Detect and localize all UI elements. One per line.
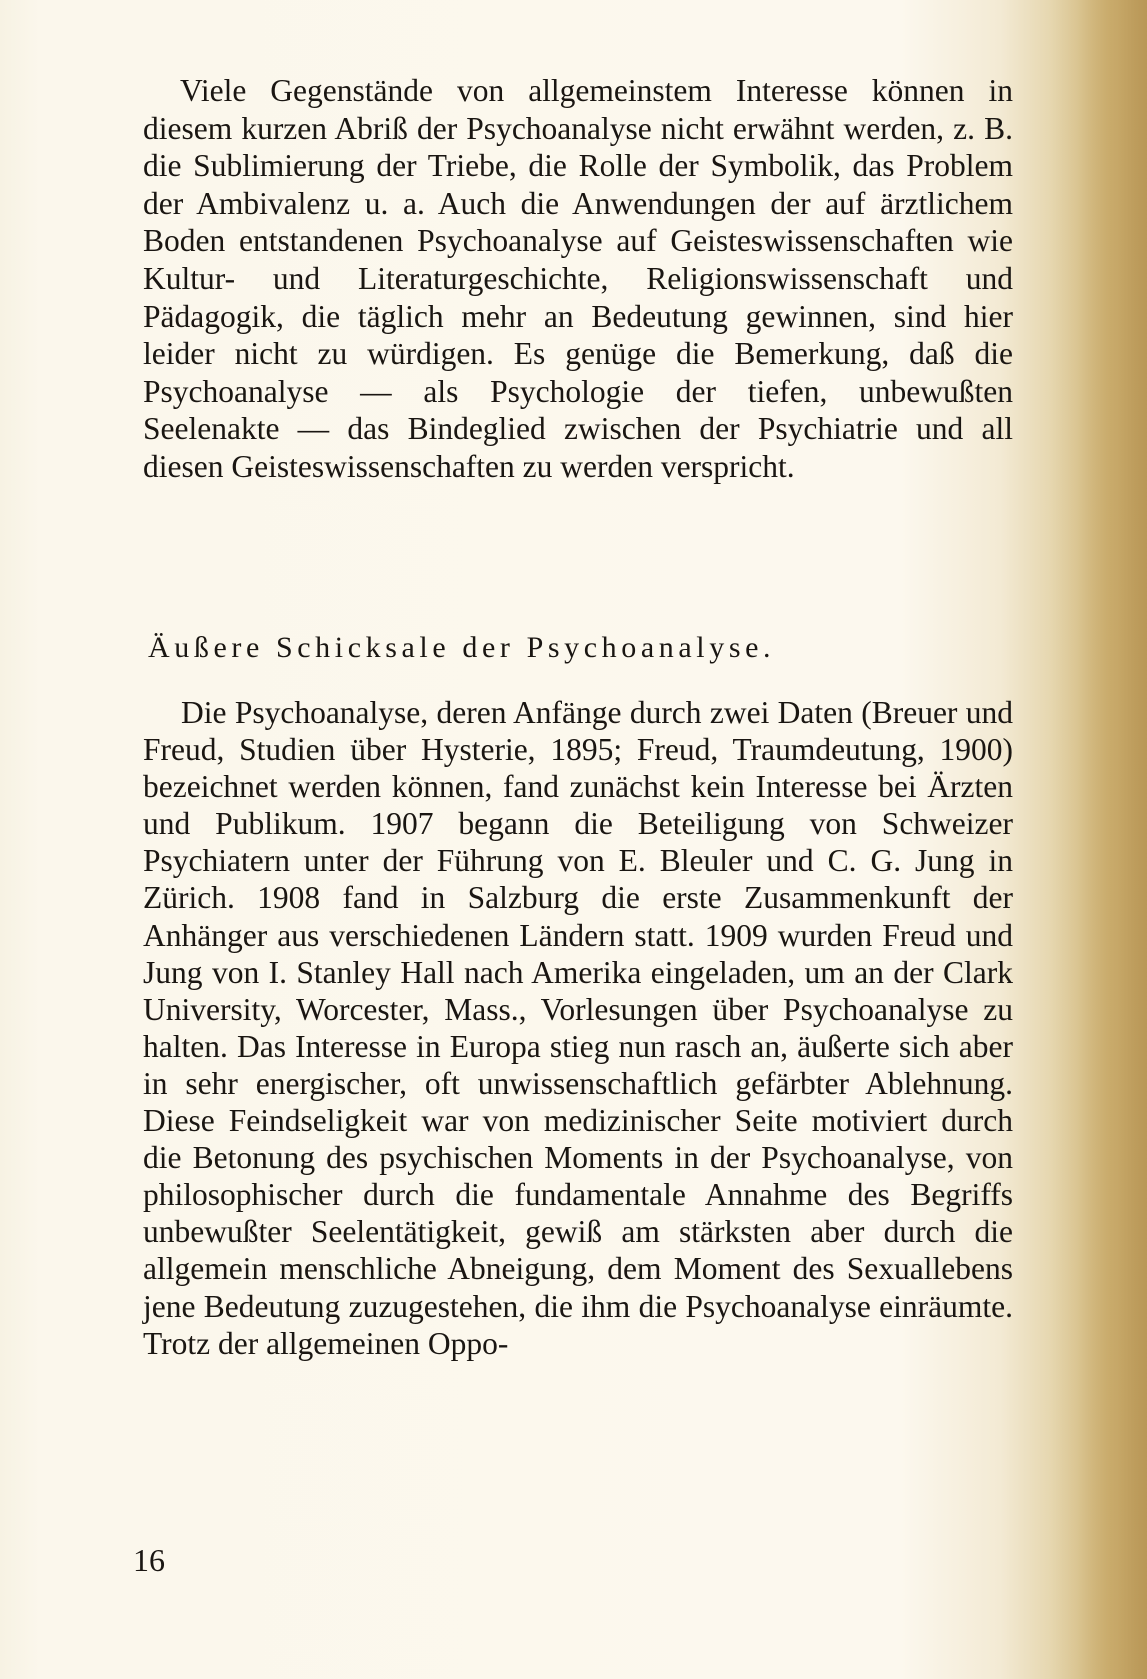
paragraph-2: Die Psychoanalyse, deren Anfänge durch zwei Daten (Breuer und Freud, Studien über Hysterie, 1895; Freud, Traumdeutung, 1900) bezeichnet werden können, fand zunächst kein Interesse bei Ärzten und Publikum. 1907 begann die Beteiligung von Schweizer Psychiatern unter der Führung von E. Bleuler und C. G. Jung in Zürich. 1908 fand in Salzburg die erste Zusammenkunft der Anhänger aus verschiedenen Ländern statt. 1909 wurden Freud und Jung von I. Stanley Hall nach Amerika eingeladen, um an der Clark University, Worcester, Mass., Vorlesungen über Psychoanalyse zu halten. Das Interesse in Europa stieg nun rasch an, äußerte sich aber in sehr energischer, oft unwissenschaftlich gefärbter Ablehnung. Diese Feindseligkeit war von medizinischer Seite motiviert durch die Betonung des psychischen Moments in der Psychoanalyse, von philosophischer durch die fundamentale Annahme des Begriffs unbewußter Seelentätigkeit, gewiß am stärksten aber durch die allgemein menschliche Abneigung, dem Moment des Sexuallebens jene Bedeutung zuzugestehen, die ihm die Psychoanalyse einräumte. Trotz der allgemeinen Oppo- (143, 695, 1013, 1361)
paragraph-1: Viele Gegenstände von allgemeinstem Interesse können in diesem kurzen Abriß der Psychoanalyse nicht erwähnt werden, z. B. die Sublimierung der Triebe, die Rolle der Symbolik, das Problem der Ambivalenz u. a. Auch die Anwendungen der auf ärztlichem Boden entstandenen Psychoanalyse auf Geisteswissenschaften wie Kultur- und Literaturgeschichte, Religionswissenschaft und Pädagogik, die täglich mehr an Bedeutung gewinnen, sind hier leider nicht zu würdigen. Es genüge die Bemerkung, daß die Psychoanalyse — als Psychologie der tiefen, unbewußten Seelenakte — das Bindeglied zwischen der Psychiatrie und all diesen Geisteswissenschaften zu werden verspricht. (143, 73, 1013, 484)
section-heading: Äußere Schicksale der Psychoanalyse. (148, 631, 776, 664)
page-edge-shadow (1077, 0, 1147, 1679)
page-number: 16 (133, 1542, 165, 1578)
